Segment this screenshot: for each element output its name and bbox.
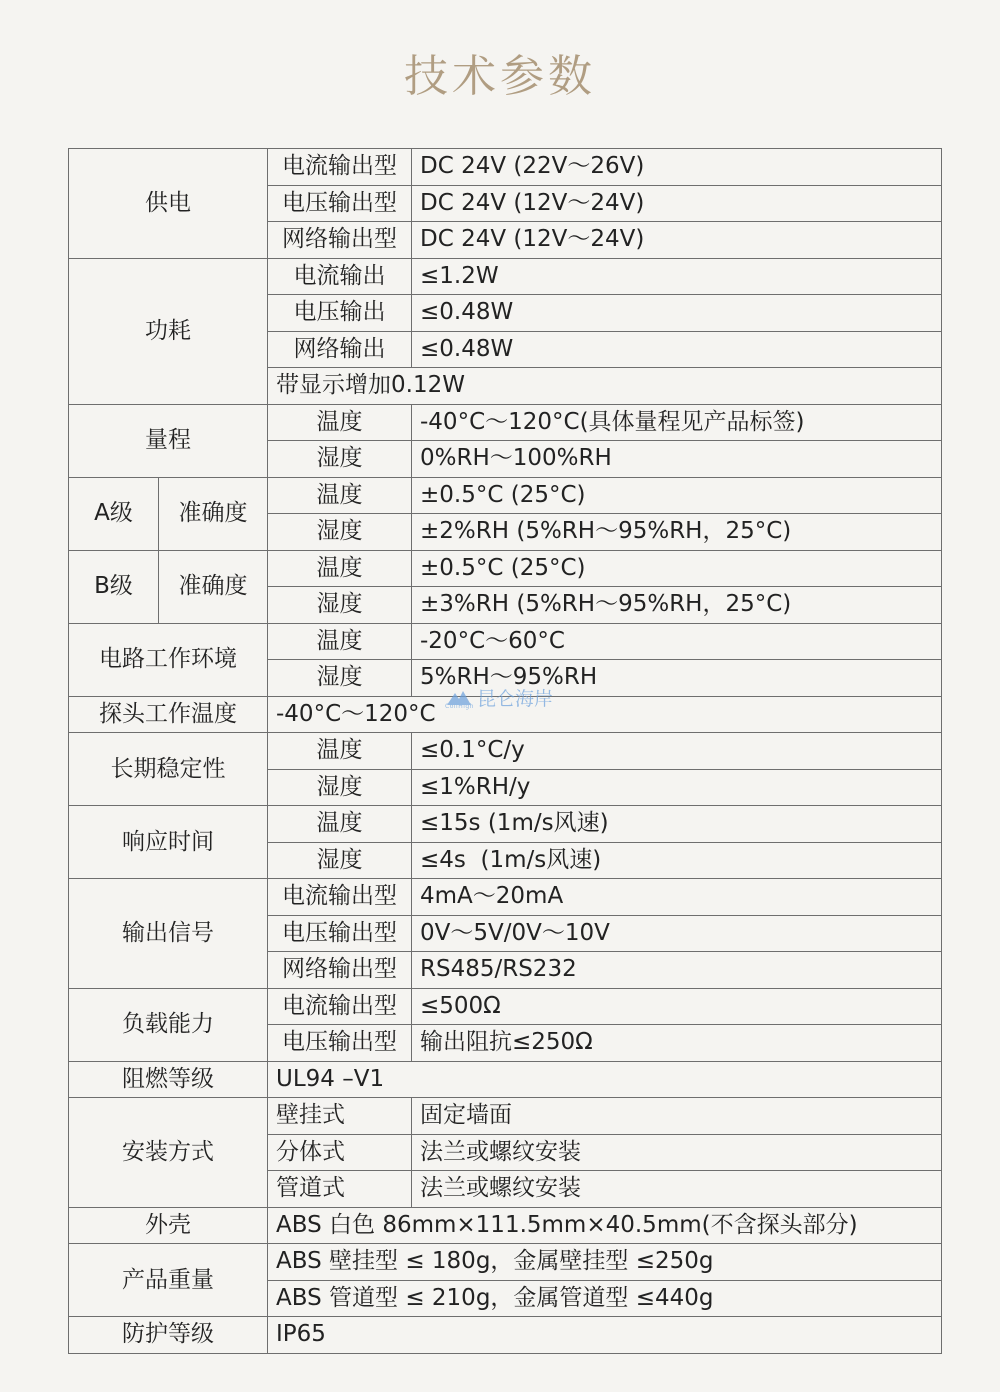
sub-label: 温度 [268, 806, 412, 843]
watermark [445, 684, 553, 711]
row-label-probe-temp: 探头工作温度 [69, 696, 268, 733]
row-label-range: 量程 [69, 404, 268, 477]
sub-label: 壁挂式 [268, 1098, 412, 1135]
sub-label: 网络输出型 [268, 952, 412, 989]
grade-label-b: B级 [69, 550, 159, 623]
spec-value: ≤4s (1m/s风速) [412, 842, 942, 879]
sub-label: 网络输出型 [268, 222, 412, 259]
row-label-flame: 阻燃等级 [69, 1061, 268, 1098]
sub-label: 湿度 [268, 514, 412, 551]
row-label-install: 安装方式 [69, 1098, 268, 1208]
table-row [69, 550, 942, 587]
sub-label: 温度 [268, 623, 412, 660]
grade-label-a: A级 [69, 477, 159, 550]
spec-value: -40°C～120°C [268, 696, 942, 733]
table-row [69, 477, 942, 514]
spec-value: ≤0.1°C/y [412, 733, 942, 770]
spec-value: -20°C～60°C [412, 623, 942, 660]
spec-value: DC 24V (22V～26V) [412, 149, 942, 186]
sub-label: 湿度 [268, 769, 412, 806]
sub-label: 网络输出 [268, 331, 412, 368]
sub-label: 分体式 [268, 1134, 412, 1171]
row-label-output: 输出信号 [69, 879, 268, 989]
spec-value: ≤0.48W [412, 295, 942, 332]
sub-label: 温度 [268, 550, 412, 587]
table-row [69, 733, 942, 770]
spec-value: 4mA～20mA [412, 879, 942, 916]
sub-label: 湿度 [268, 660, 412, 697]
row-label-weight: 产品重量 [69, 1244, 268, 1317]
table-row [69, 806, 942, 843]
sub-label: 电压输出型 [268, 185, 412, 222]
row-label-load: 负载能力 [69, 988, 268, 1061]
spec-value: ≤0.48W [412, 331, 942, 368]
row-label-power: 供电 [69, 149, 268, 259]
sub-label: 湿度 [268, 842, 412, 879]
row-label-protection: 防护等级 [69, 1317, 268, 1354]
spec-value: ABS 白色 86mm×111.5mm×40.5mm(不含探头部分) [268, 1207, 942, 1244]
sub-label: 电流输出型 [268, 149, 412, 186]
sub-label: 温度 [268, 733, 412, 770]
spec-value: ≤15s (1m/s风速) [412, 806, 942, 843]
spec-value: RS485/RS232 [412, 952, 942, 989]
spec-value: -40°C～120°C(具体量程见产品标签) [412, 404, 942, 441]
spec-value: ≤1%RH/y [412, 769, 942, 806]
spec-value: 法兰或螺纹安装 [412, 1171, 942, 1208]
sub-label: 电流输出型 [268, 988, 412, 1025]
row-label-accuracy-a: 准确度 [159, 477, 268, 550]
spec-value: UL94 –V1 [268, 1061, 942, 1098]
sub-label: 电压输出 [268, 295, 412, 332]
table-row [69, 1244, 942, 1281]
sub-label: 管道式 [268, 1171, 412, 1208]
spec-value: ≤500Ω [412, 988, 942, 1025]
row-label-consumption: 功耗 [69, 258, 268, 404]
table-row [69, 1207, 942, 1244]
spec-value: ≤1.2W [412, 258, 942, 295]
sub-label: 湿度 [268, 441, 412, 478]
spec-value: ±3%RH (5%RH～95%RH，25°C) [412, 587, 942, 624]
sub-label: 电流输出 [268, 258, 412, 295]
spec-value: DC 24V (12V～24V) [412, 222, 942, 259]
spec-value: 法兰或螺纹安装 [412, 1134, 942, 1171]
sub-label: 电压输出型 [268, 1025, 412, 1062]
spec-table [68, 148, 942, 1354]
spec-value: ±2%RH (5%RH～95%RH，25°C) [412, 514, 942, 551]
spec-value: 输出阻抗≤250Ω [412, 1025, 942, 1062]
sub-label: 温度 [268, 477, 412, 514]
page-title: 技术参数 [404, 51, 596, 102]
table-row [69, 1098, 942, 1135]
sub-label: 温度 [268, 404, 412, 441]
table-row [69, 1061, 942, 1098]
spec-value: IP65 [268, 1317, 942, 1354]
spec-value: DC 24V (12V～24V) [412, 185, 942, 222]
table-row [69, 623, 942, 660]
spec-value: 5%RH～95%RH [412, 660, 942, 697]
watermark-sub: CollHigh [445, 703, 474, 710]
spec-value: ABS 管道型 ≤ 210g，金属管道型 ≤440g [268, 1280, 942, 1317]
table-row [69, 879, 942, 916]
watermark-text: 昆仑海岸 [477, 688, 554, 710]
spec-value: 0V～5V/0V～10V [412, 915, 942, 952]
row-label-circuit-env: 电路工作环境 [69, 623, 268, 696]
row-label-housing: 外壳 [69, 1207, 268, 1244]
spec-value: ±0.5°C (25°C) [412, 477, 942, 514]
sub-label: 电压输出型 [268, 915, 412, 952]
sub-label: 电流输出型 [268, 879, 412, 916]
row-label-accuracy-b: 准确度 [159, 550, 268, 623]
table-row [69, 404, 942, 441]
spec-note: 带显示增加0.12W [268, 368, 942, 405]
table-row [69, 988, 942, 1025]
table-row [69, 258, 942, 295]
spec-value: 固定墙面 [412, 1098, 942, 1135]
table-row [69, 1317, 942, 1354]
spec-value: 0%RH～100%RH [412, 441, 942, 478]
spec-value: ABS 壁挂型 ≤ 180g，金属壁挂型 ≤250g [268, 1244, 942, 1281]
table-row [69, 149, 942, 186]
row-label-stability: 长期稳定性 [69, 733, 268, 806]
sub-label: 湿度 [268, 587, 412, 624]
row-label-response: 响应时间 [69, 806, 268, 879]
spec-value: ±0.5°C (25°C) [412, 550, 942, 587]
